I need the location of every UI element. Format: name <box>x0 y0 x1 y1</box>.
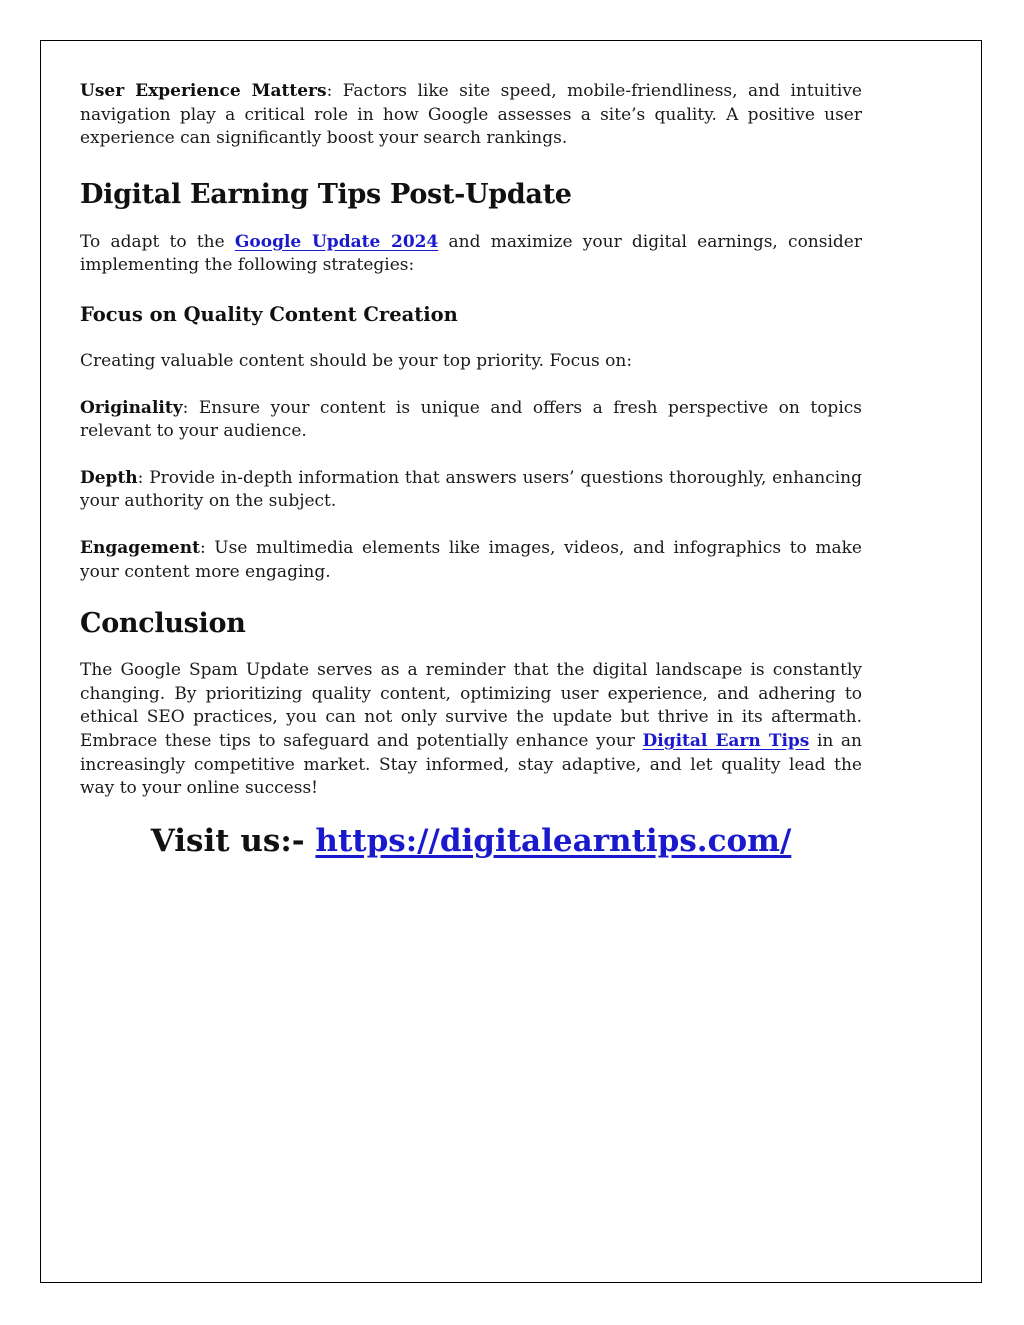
visit-line <box>80 821 862 861</box>
quality-intro: Creating valuable content should be your top priority. Focus on: <box>80 350 633 371</box>
google-update-link[interactable]: Google Update 2024 <box>234 231 439 252</box>
conclusion-paragraph <box>80 659 862 801</box>
digital-earn-tips-link[interactable]: Digital Earn Tips <box>642 730 810 751</box>
ux-paragraph <box>80 80 862 151</box>
conclusion-heading: Conclusion <box>80 608 246 640</box>
originality-term: Originality <box>80 397 183 418</box>
originality-text: : Ensure your content is unique and offers a fresh perspective on topics relevant to your audience. <box>80 397 862 442</box>
engagement-text: : Use multimedia elements like images, videos, and infographics to make your content more engaging. <box>80 537 862 582</box>
depth-term: Depth <box>80 467 138 488</box>
originality-paragraph <box>80 397 862 444</box>
tips-intro-after: and maximize your digital earnings, consider implementing the following strategies: <box>80 231 862 276</box>
document-content <box>80 80 862 861</box>
tips-intro-paragraph <box>80 231 862 278</box>
quality-heading: Focus on Quality Content Creation <box>80 302 458 326</box>
ux-text: : Factors like site speed, mobile-friendliness, and intuitive navigation play a critical role in how Google assesses a site’s quality. A positive user experience can significantly boost your search rankings. <box>80 81 862 149</box>
engagement-term: Engagement <box>80 537 200 558</box>
ux-term: User Experience Matters <box>80 81 327 101</box>
engagement-paragraph <box>80 537 862 584</box>
tips-heading: Digital Earning Tips Post-Update <box>80 178 572 210</box>
conclusion-after: in an increasingly competitive market. Stay informed, stay adaptive, and let quality lead the way to your online success! <box>80 730 862 799</box>
website-link[interactable]: https://digitalearntips.com/ <box>315 822 792 859</box>
depth-text: : Provide in-depth information that answers users’ questions thoroughly, enhancing your authority on the subject. <box>80 467 862 512</box>
conclusion-before: The Google Spam Update serves as a reminder that the digital landscape is constantly changing. By prioritizing quality content, optimizing user experience, and adhering to ethical SEO practices, you can not only survive the update but thrive in its aftermath. Embrace these tips to safeguard and potentially enhance your <box>80 660 862 751</box>
tips-intro-before: To adapt to the <box>80 231 235 252</box>
visit-label: Visit us:- <box>150 822 316 859</box>
depth-paragraph <box>80 467 862 514</box>
